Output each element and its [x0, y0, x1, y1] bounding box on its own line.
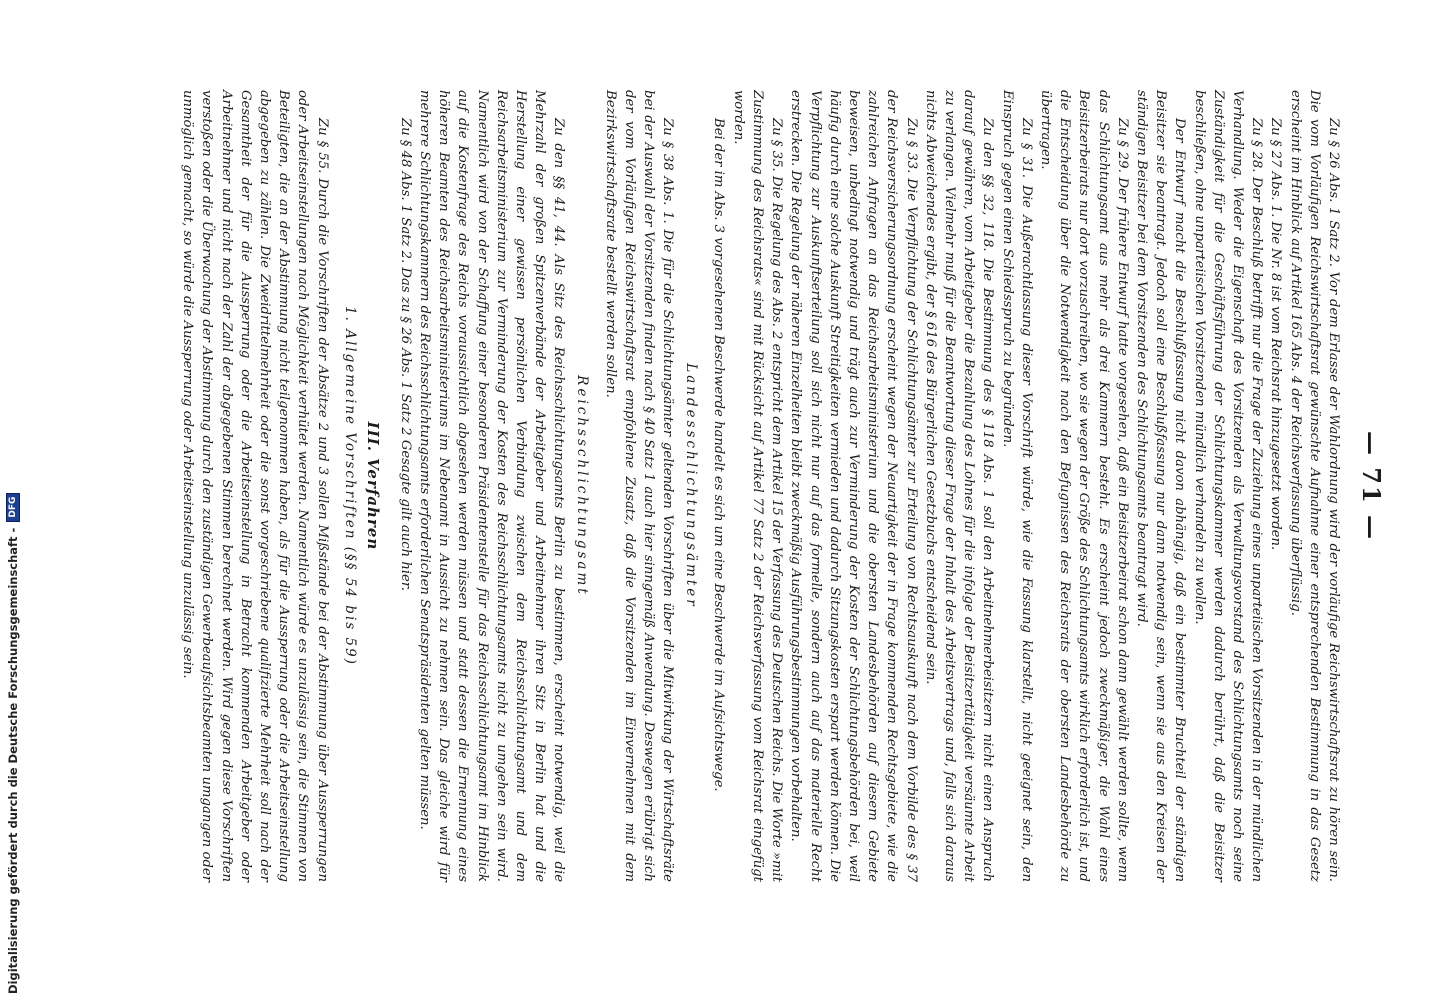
dfg-logo: DFG [6, 493, 20, 522]
paragraph: Zu § 27 Abs. 1. Die Nr. 8 ist vom Reichsrat hinzugesetzt worden. [1268, 118, 1284, 551]
paragraph: Zu § 35. Die Regelung des Abs. 2 entspricht dem Artikel 15 der Verfassung des Deutschen Reichs. Die Worte »mit Zustimmung des Reichsrats« sind mit Rücksicht auf Artikel 77 Satz 2 der Reichsverfassung vom Reichsrat eingefügt worden. [730, 90, 785, 882]
credit-line [6, 0, 20, 994]
paragraph: Zu § 38 Abs. 1. Die für die Schlichtungsämter geltenden Vorschriften über die Mitwirkung der Wirtschaftsräte bei der Auswahl der Vorsitzenden finden nach § 40 Satz 1 auch hier sinngemäß Anwendung. Deswegen erübrigt sich der vom Vorläufigen Reichswirtschaftsrat empfohlene Zusatz, daß die Vorsitzenden im Einvernehmen mit dem Bezirkswirtschaftsrate bestellt werden sollen. [602, 90, 676, 882]
paragraph: Zu § 26 Abs. 1 Satz 2. Vor dem Erlasse der Wahlordnung wird der vorläufige Reichswirtschaftsrat zu hören sein. Die vom Vorläufigen Reichswirtschaftsrat gewünschte Aufnahme einer entsprechenden Bestimmung in das Gesetz erscheint im Hinblick auf Artikel 165 Abs. 4 der Reichsverfassung überflüssig. [1287, 90, 1341, 882]
paragraph: Zu § 29. Der frühere Entwurf hatte vorgesehen, daß ein Beisitzerbeirat schon dann gewählt werden sollte, wenn das Schlichtungsamt aus mehr als drei Kammern besteht. Es erscheint jedoch zweckmäßiger, die Wahl eines Beisitzerbeirats nur dort vorzuschreiben, wo sie wegen der Größe des Schlichtungsamts wirklich erforderlich ist, und die Entscheidung über die Notwendigkeit nach den Befugnissen des Reichsrats der obersten Landesbehörde zu übertragen. [1037, 90, 1130, 882]
scanned-page [104, 0, 1434, 1000]
paragraph: Bei der im Abs. 3 vorgesehenen Beschwerde handelt es sich um eine Beschwerde im Aufsichtswege. [711, 118, 727, 792]
chapter-heading: III. Verfahren [363, 421, 382, 551]
paragraph: Zu § 31. Die Außerachtlassung dieser Vorschrift würde, wie die Fassung klarstellt, nicht geeignet sein, den Einspruch gegen einen Schiedsspruch zu begründen. [999, 90, 1034, 882]
paragraph: Zu § 48 Abs. 1 Satz 2. Das zu § 26 Abs. 1 Satz 2 Gesagte gilt auch hier. [397, 118, 413, 591]
paragraph: Zu § 28. Der Beschluß betrifft nur die Frage der Zuziehung eines unparteiischen Vorsitzenden in der mündlichen Verhandlung. Weder die Eigenschaft des Vorsitzenden als Verwaltungsvorstand des Schlichtungsamts noch seine Zuständigkeit für die Geschäftsführung der Schlichtungskammer werden dadurch berührt, daß die Beisitzer beschließen, ohne unparteiischen Vorsitzenden mündlich verhandeln zu wollen. [1191, 90, 1265, 882]
section-heading-landes: Landesschlichtungsämter [683, 363, 700, 609]
paragraph: Zu § 33. Die Verpflichtung der Schlichtungsämter zur Erteilung von Rechtsauskunft nach dem Vorbilde des § 37 der Reichsversicherungsordnung erscheint wegen der Neuartigkeit der in Frage kommenden Rechtsgebiete, wie die zahlreichen Anfragen an das Reichsarbeitsministerium und die obersten Landesbehörden auf diesem Gebiete beweisen, unbedingt notwendig und trägt auch zur Verminderung der Kosten der Schlichtungsbehörden bei, weil häufig durch eine solche Auskunft Streitigkeiten vermieden und dadurch Sitzungskosten erspart werden können. Die Verpflichtung zur Auskunftserteilung soll sich nicht nur auf das formelle, sondern auch auf das materielle Recht erstrecken. Die Regelung der näheren Einzelheiten bleibt zweckmäßig Ausführungsbestimmungen vorbehalten. [788, 90, 919, 882]
page-number: — 71 — [1357, 430, 1386, 542]
section-heading-reich: Reichsschlichtungsamt [574, 375, 591, 597]
credit-text: Digitalisierung gefördert durch die Deutsche Forschungsgemeinschaft - [6, 527, 20, 994]
page-content [104, 0, 1434, 1000]
paragraph: Der Entwurf macht die Beschlußfassung nicht davon abhängig, daß ein bestimmter Bruchteil der ständigen Beisitzer sie beantragt. Jedoch soll eine Beschlußfassung nur dann notwendig sein, wenn sie aus den Kreisen der ständigen Beisitzer bei dem Vorsitzenden des Schlichtungsamts beantragt wird. [1133, 90, 1188, 882]
paragraph: Zu § 55. Durch die Vorschriften der Absätze 2 und 3 sollen Mißstände bei der Abstimmung über Aussperrungen oder Arbeitseinstellungen nach Möglichkeit verhütet werden. Namentlich würde es unzulässig sein, die Stimmen von Beteiligten, die an der Abstimmung nicht teilgenommen haben, als für die Aussperrung oder die Arbeitseinstellung abgegeben zu zählen. Die Zweidrittelmehrheit oder die sonst vorgeschriebene qualifizierte Mehrheit soll nach der Gesamtheit der für die Aussperrung oder die Arbeitseinstellung in Betracht kommenden Arbeitgeber oder Arbeitnehmer und nicht nach der Zahl der abgegebenen Stimmen berechnet werden. Wird gegen diese Vorschriften verstoßen oder die Überwachung der Abstimmung durch den zuständigen Gewerbeaufsichtsbeamten umgangen oder unmöglich gemacht, so würde die Aussperrung oder Arbeitseinstellung unzulässig sein. [180, 90, 330, 882]
paragraph: Zu den §§ 32, 118. Die Bestimmung des § 118 Abs. 1 soll den Arbeitnehmerbeisitzern nicht einen Anspruch darauf gewähren, vom Arbeitgeber die Bezahlung des Lohnes für die infolge der Beisitzertätigkeit versäumte Arbeit zu verlangen. Vielmehr muß für die Beantwortung dieser Frage der Inhalt des Arbeitsvertrags und, falls sich daraus nichts Abweichendes ergibt, der § 616 des Bürgerlichen Gesetzbuchs entscheidend sein. [922, 90, 996, 882]
paragraph: Zu den §§ 41, 44. Als Sitz des Reichsschlichtungsamts Berlin zu bestimmen, erscheint notwendig, weil die Mehrzahl der großen Spitzenverbände der Arbeitgeber und Arbeitnehmer ihren Sitz in Berlin hat und die Herstellung einer gewissen persönlichen Verbindung zwischen dem Reichsschlichtungsamt und dem Reichsarbeitsministerium zur Verminderung der Kosten des Reichsschlichtungsamts nicht zu umgehen sein wird. Namentlich wird von der Schaffung einer besonderen Präsidentenstelle für das Reichsschlichtungsamt im Hinblick auf die Kostenfrage des Reichs voraussichtlich abgesehen werden müssen und statt dessen die Ernennung eines höheren Beamten des Reichsarbeitsministeriums im Nebenamt in Aussicht zu nehmen sein. Das gleiche wird für mehrere Schlichtungskammern des Reichsschlichtungsamts erforderlichen Senatspräsidenten gelten müssen. [417, 90, 567, 882]
subchapter-heading: 1. Allgemeine Vorschriften (§§ 54 bis 59) [341, 306, 358, 666]
credit-strip [0, 0, 22, 1000]
